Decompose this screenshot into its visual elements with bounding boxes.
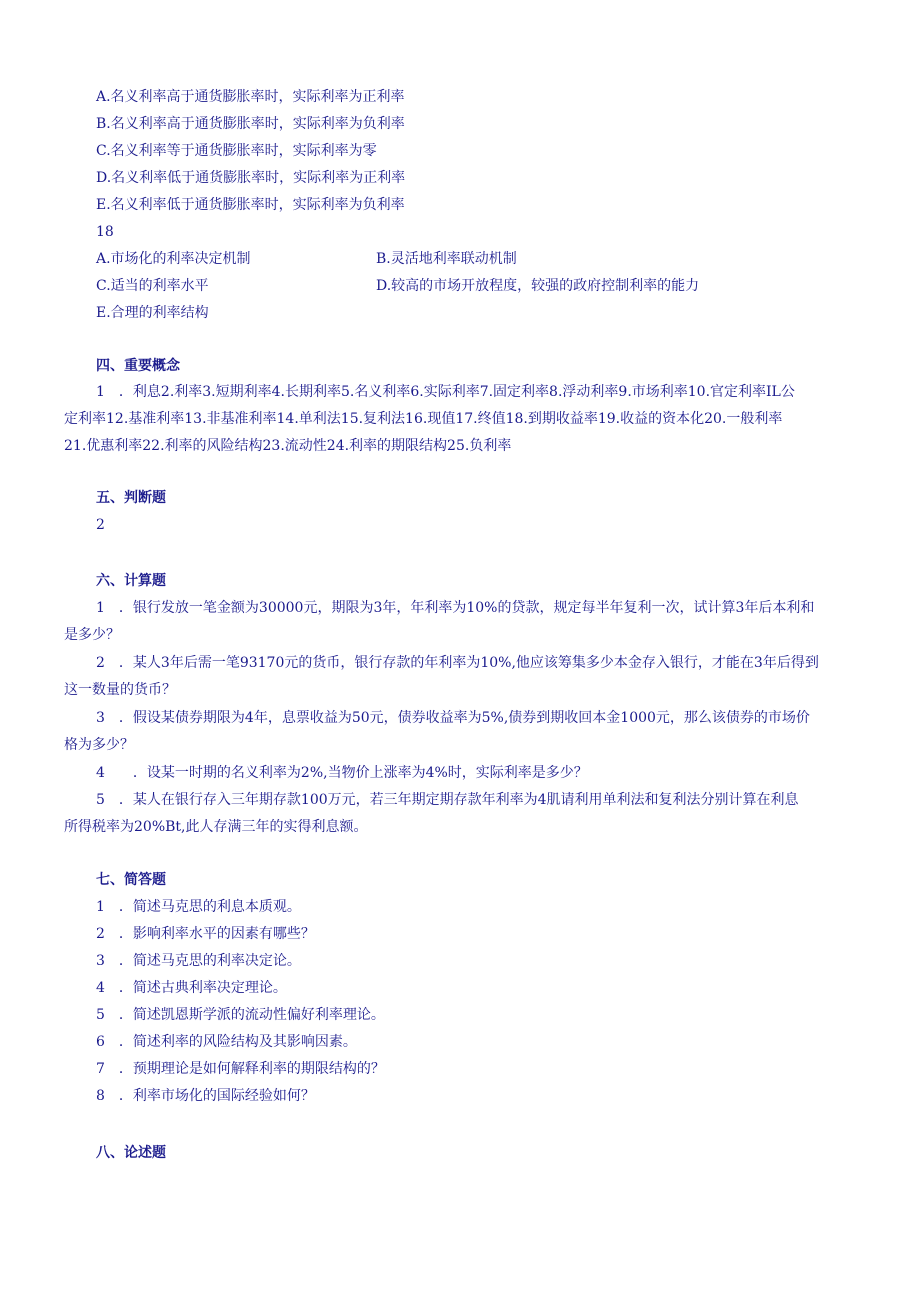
q17-option-d: D.名义利率低于通货膨胀率时，实际利率为正利率 [96, 170, 406, 186]
q17-option-c: C.名义利率等于通货膨胀率时，实际利率为零 [96, 143, 377, 159]
section7-item-3: 3 ．简述马克思的利率决定论。 [96, 953, 301, 969]
section7-item-6: 6 ．简述利率的风险结构及其影响因素。 [96, 1034, 357, 1050]
section7-item-1: 1 ．简述马克思的利息本质观。 [96, 899, 301, 915]
section6-heading: 六、计算题 [96, 573, 166, 589]
section5-heading: 五、判断题 [96, 490, 166, 506]
section7-heading: 七、简答题 [96, 872, 166, 888]
section6-q3-line1: 3 ．假设某债券期限为4年，息票收益为50元，债券收益率为5%,债券到期收回本金1000元，那么该债券的市场价 [96, 710, 810, 726]
section7-item-5: 5 ．简述凯恩斯学派的流动性偏好利率理论。 [96, 1007, 385, 1023]
section4-line-1: 1 ．利息2.利率3.短期利率4.长期利率5.名义利率6.实际利率7.固定利率8.浮动利率9.市场利率10.官定利率IL公 [96, 384, 795, 400]
section6-q5-line2: 所得税率为20%Bt,此人存满三年的实得利息额。 [64, 819, 368, 835]
section5-content: 2 [96, 517, 105, 533]
section6-q2-line1: 2 ．某人3年后需一笔93170元的货币，银行存款的年利率为10%,他应该筹集多少本金存入银行，才能在3年后得到 [96, 655, 819, 671]
q18-option-e: E.合理的利率结构 [96, 305, 209, 321]
section6-q5-line1: 5 ．某人在银行存入三年期存款100万元，若三年期定期存款年利率为4肌请利用单利法和复利法分别计算在利息 [96, 792, 799, 808]
section6-q3-line2: 格为多少？ [64, 737, 134, 753]
q17-option-b: B.名义利率高于通货膨胀率时，实际利率为负利率 [96, 116, 405, 132]
section8-heading: 八、论述题 [96, 1145, 166, 1161]
section4-line-3: 21.优惠利率22.利率的风险结构23.流动性24.利率的期限结构25.负利率 [64, 438, 512, 454]
section7-item-8: 8 ．利率市场化的国际经验如何？ [96, 1088, 315, 1104]
section4-heading: 四、重要概念 [96, 358, 180, 374]
section7-item-7: 7 ．预期理论是如何解释利率的期限结构的？ [96, 1061, 385, 1077]
q17-option-a: A.名义利率高于通货膨胀率时，实际利率为正利率 [96, 89, 405, 105]
section6-q2-line2: 这一数量的货币？ [64, 682, 176, 698]
section6-q1-line2: 是多少？ [64, 627, 120, 643]
section6-q4: 4 ．设某一时期的名义利率为2%,当物价上涨率为4%时，实际利率是多少？ [96, 765, 588, 781]
q18-number: 18 [96, 224, 114, 240]
q17-option-e: E.名义利率低于通货膨胀率时，实际利率为负利率 [96, 197, 405, 213]
q18-option-c: C.适当的利率水平 [96, 278, 209, 294]
section6-q1-line1: 1 ．银行发放一笔金额为30000元，期限为3年，年利率为10%的贷款，规定每半年复利一次，试计算3年后本利和 [96, 600, 815, 616]
q18-option-d: D.较高的市场开放程度，较强的政府控制利率的能力 [376, 278, 700, 294]
q18-option-b: B.灵活地利率联动机制 [376, 251, 517, 267]
q18-option-a: A.市场化的利率决定机制 [96, 251, 251, 267]
section4-line-2: 定利率12.基准利率13.非基准利率14.单利法15.复利法16.现值17.终值18.到期收益率19.收益的资本化20.一般利率 [64, 411, 783, 427]
section7-item-2: 2 ．影响利率水平的因素有哪些？ [96, 926, 315, 942]
section7-item-4: 4 ．简述古典利率决定理论。 [96, 980, 287, 996]
